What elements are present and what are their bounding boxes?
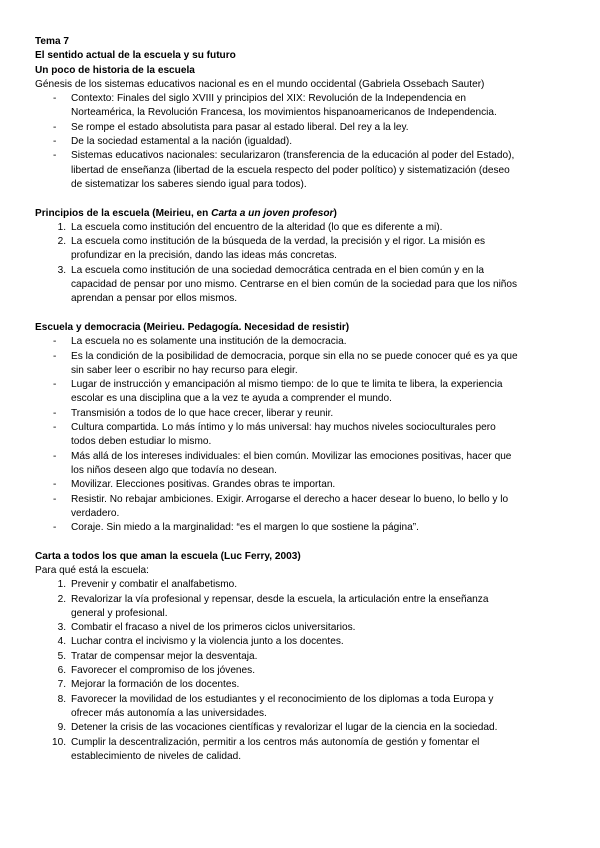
- list-item: [35, 736, 560, 765]
- item-line: Cultura compartida. Lo más íntimo y lo más universal: hay muchos niveles socioculturales pero: [71, 422, 496, 434]
- section-heading-democracia: Escuela y democracia (Meirieu. Pedagogía. Necesidad de resistir): [35, 321, 350, 333]
- list-item: [35, 149, 560, 192]
- principios-heading-prefix: Principios de la escuela (Meirieu, en: [35, 207, 212, 219]
- list-item: [35, 650, 560, 664]
- list-item: [35, 264, 560, 307]
- item-line: Tratar de compensar mejor la desventaja.: [71, 650, 258, 662]
- list-item: [35, 521, 560, 535]
- bullet-dash: -: [53, 422, 57, 434]
- item-line: Lugar de instrucción y emancipación al mismo tiempo: de lo que te limita te libera, la experiencia: [71, 379, 503, 391]
- bullet-dash: -: [53, 350, 57, 362]
- item-line: Cumplir la descentralización, permitir a los centros más autonomía de gestión y fomentar el: [71, 736, 480, 748]
- item-line: Detener la crisis de las vocaciones científicas y revalorizar el lugar de la ciencia en la sociedad.: [71, 722, 498, 734]
- list-item: [35, 121, 560, 135]
- item-number: 2.: [57, 236, 66, 248]
- list-item: [35, 378, 560, 407]
- item-line: libertad de enseñanza (libertad de la escuela respecto del poder político) y sistematización (deseo: [71, 164, 510, 176]
- item-number: 4.: [57, 636, 66, 648]
- list-item: [35, 493, 560, 522]
- item-line: De la sociedad estamental a la nación (igualdad).: [71, 136, 293, 148]
- list-item: [35, 693, 560, 722]
- bullet-dash: -: [53, 93, 57, 105]
- list-item: [35, 421, 560, 450]
- bullet-dash: -: [53, 522, 57, 534]
- bullet-dash: -: [53, 150, 57, 162]
- bullet-dash: -: [53, 493, 57, 505]
- item-line: Transmisión a todos de lo que hace crecer, liberar y reunir.: [71, 407, 334, 419]
- item-line: Norteamérica, la Revolución Francesa, los movimientos hispanoamericanos de Independencia.: [71, 107, 497, 119]
- list-item: [35, 450, 560, 479]
- list-item: [35, 635, 560, 649]
- item-line: sin saber leer o escribir no hay recurso para elegir.: [71, 364, 298, 376]
- item-line: capacidad de pensar por uno mismo. Centrarse en el bien común de la sociedad para que los niños: [71, 279, 518, 291]
- section-heading-historia: Un poco de historia de la escuela: [35, 64, 195, 76]
- principios-heading-suffix: ): [333, 207, 337, 219]
- item-line: Luchar contra el incivismo y la violencia junto a los docentes.: [71, 636, 344, 648]
- democracia-list: [35, 335, 560, 535]
- item-number: 2.: [57, 593, 66, 605]
- item-line: todos deben estudiar lo mismo.: [71, 436, 212, 448]
- tema-label: Tema 7: [35, 36, 70, 47]
- principios-list: [35, 221, 560, 307]
- list-item: [35, 92, 560, 121]
- item-line: Combatir el fracaso a nivel de los primeros ciclos universitarios.: [71, 622, 356, 634]
- item-line: los niños deseen algo que todavía no desean.: [71, 464, 277, 476]
- list-item: [35, 621, 560, 635]
- list-item: [35, 235, 560, 264]
- bullet-dash: -: [53, 121, 57, 133]
- list-item: [35, 578, 560, 592]
- item-number: 1.: [57, 221, 66, 233]
- item-number: 10.: [52, 736, 67, 748]
- item-line: Favorecer la movilidad de los estudiantes y el reconocimiento de los diplomas a toda Europa y: [71, 693, 494, 705]
- section-heading-carta: Carta a todos los que aman la escuela (Luc Ferry, 2003): [35, 550, 301, 562]
- item-number: 6.: [57, 665, 66, 677]
- item-line: Coraje. Sin miedo a la marginalidad: “es el margen lo que sostiene la página”.: [71, 522, 419, 534]
- bullet-dash: -: [53, 450, 57, 462]
- item-line: Se rompe el estado absolutista para pasar al estado liberal. Del rey a la ley.: [71, 121, 409, 133]
- list-item: [35, 407, 560, 421]
- item-number: 3.: [57, 264, 66, 276]
- item-line: general y profesional.: [71, 607, 168, 619]
- item-line: ofrecer más autonomía a las universidades.: [71, 707, 267, 719]
- item-line: de sistematizar los saberes siendo igual para todos).: [71, 178, 307, 190]
- bullet-dash: -: [53, 136, 57, 148]
- list-item: [35, 478, 560, 492]
- bullet-dash: -: [53, 379, 57, 391]
- list-item: [35, 664, 560, 678]
- historia-list: [35, 92, 560, 192]
- bullet-dash: -: [53, 336, 57, 348]
- item-line: Resistir. No rebajar ambiciones. Exigir. Arrogarse el derecho a hacer desear lo bueno, lo bello y lo: [71, 493, 509, 505]
- item-line: Prevenir y combatir el analfabetismo.: [71, 579, 238, 591]
- section-heading-principios: [35, 207, 560, 221]
- item-line: Movilizar. Elecciones positivas. Grandes obras te importan.: [71, 479, 336, 491]
- item-number: 5.: [57, 650, 66, 662]
- item-number: 7.: [57, 679, 66, 691]
- carta-intro: Para qué está la escuela:: [35, 564, 149, 576]
- item-number: 1.: [57, 579, 66, 591]
- item-line: La escuela no es solamente una institución de la democracia.: [71, 336, 347, 348]
- item-line: Mejorar la formación de los docentes.: [71, 679, 240, 691]
- bullet-dash: -: [53, 479, 57, 491]
- item-number: 3.: [57, 622, 66, 634]
- item-number: 8.: [57, 693, 66, 705]
- item-line: Favorecer el compromiso de los jóvenes.: [71, 665, 256, 677]
- item-line: Es la condición de la posibilidad de democracia, porque sin ella no se puede conocer qué es ya que: [71, 350, 518, 362]
- item-line: Sistemas educativos nacionales: secularizaron (transferencia de la educación al poder del Estado),: [71, 150, 515, 162]
- item-line: La escuela como institución de la búsqueda de la verdad, la precisión y el rigor. La misión es: [71, 236, 486, 248]
- principios-heading-book-title: Carta a un joven profesor: [211, 207, 334, 219]
- historia-intro: Génesis de los sistemas educativos nacional es en el mundo occidental (Gabriela Ossebach Sauter): [35, 78, 485, 90]
- list-item: [35, 593, 560, 622]
- item-line: establecimiento de niveles de calidad.: [71, 750, 242, 762]
- item-line: Más allá de los intereses individuales: el bien común. Movilizar las emociones positivas, hacer que: [71, 450, 512, 462]
- list-item: [35, 350, 560, 379]
- item-line: verdadero.: [71, 507, 120, 519]
- item-line: Revalorizar la vía profesional y repensar, desde la escuela, la articulación entre la enseñanza: [71, 593, 489, 605]
- item-line: La escuela como institución del encuentro de la alteridad (lo que es diferente a mi).: [71, 221, 443, 233]
- bullet-dash: -: [53, 407, 57, 419]
- carta-list: [35, 578, 560, 764]
- item-line: Contexto: Finales del siglo XVIII y principios del XIX: Revolución de la Independencia en: [71, 93, 467, 105]
- document-title: El sentido actual de la escuela y su futuro: [35, 50, 236, 62]
- list-item: [35, 221, 560, 235]
- item-line: escolar es una disciplina que a la vez te ayuda a comprender el mundo.: [71, 393, 392, 405]
- list-item: [35, 721, 560, 735]
- list-item: [35, 678, 560, 692]
- list-item: [35, 135, 560, 149]
- item-line: aprendan a pensar por ellos mismos.: [71, 293, 238, 305]
- item-line: profundizar en la precisión, dando las ideas más concretas.: [71, 250, 337, 262]
- list-item: [35, 335, 560, 349]
- item-line: La escuela como institución de una sociedad democrática centrada en el bien común y en la: [71, 264, 484, 276]
- item-number: 9.: [57, 722, 66, 734]
